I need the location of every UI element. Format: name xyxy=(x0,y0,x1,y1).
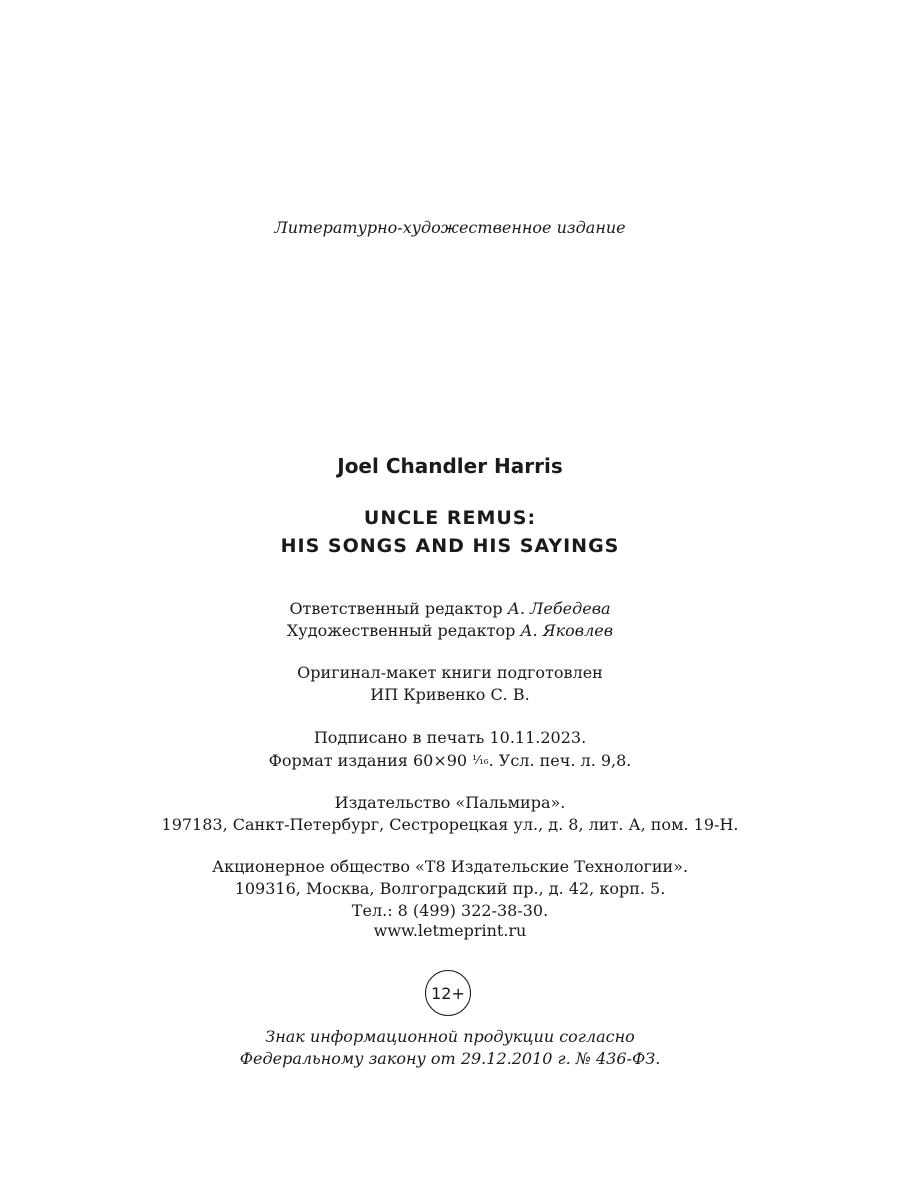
printer-phone: Тел.: 8 (499) 322-38-30. xyxy=(351,901,549,920)
signed-for-print: Подписано в печать 10.11.2023. xyxy=(313,728,587,747)
printer-website: www.letmeprint.ru xyxy=(373,921,527,940)
edition-type: Литературно-художественное издание xyxy=(274,218,626,237)
printer-name: Акционерное общество «Т8 Издательские Технологии». xyxy=(211,857,689,876)
art-editor-label: Художественный редактор xyxy=(286,621,521,640)
printer-address: 109316, Москва, Волгоградский пр., д. 42, корп. 5. xyxy=(234,879,666,898)
author-name: Joel Chandler Harris xyxy=(337,454,563,478)
book-title-line1: UNCLE REMUS: xyxy=(363,507,537,529)
managing-editor xyxy=(0,598,900,620)
book-title-line2: HIS SONGS AND HIS SAYINGS xyxy=(280,535,620,557)
art-editor xyxy=(0,620,900,642)
publisher-name: Издательство «Пальмира». xyxy=(334,793,566,812)
print-format-prefix: Формат издания 60×90 xyxy=(268,751,473,770)
age-rating-note-line1: Знак информационной продукции согласно xyxy=(265,1027,635,1046)
managing-editor-name: А. Лебедева xyxy=(507,599,611,618)
managing-editor-label: Ответственный редактор xyxy=(289,599,508,618)
art-editor-name: А. Яковлев xyxy=(520,621,614,640)
print-format xyxy=(0,749,900,772)
layout-credit-line2: ИП Кривенко С. В. xyxy=(370,685,530,704)
print-format-fraction: ¹⁄₁₆ xyxy=(472,753,489,767)
age-rating-badge: 12+ xyxy=(425,970,471,1016)
layout-credit-line1: Оригинал-макет книги подготовлен xyxy=(297,663,603,682)
print-format-suffix: . Усл. печ. л. 9,8. xyxy=(488,751,632,770)
age-rating-note-line2: Федеральному закону от 29.12.2010 г. № 436-ФЗ. xyxy=(239,1049,661,1068)
publisher-address: 197183, Санкт-Петербург, Сестрорецкая ул., д. 8, лит. А, пом. 19-Н. xyxy=(161,815,739,834)
